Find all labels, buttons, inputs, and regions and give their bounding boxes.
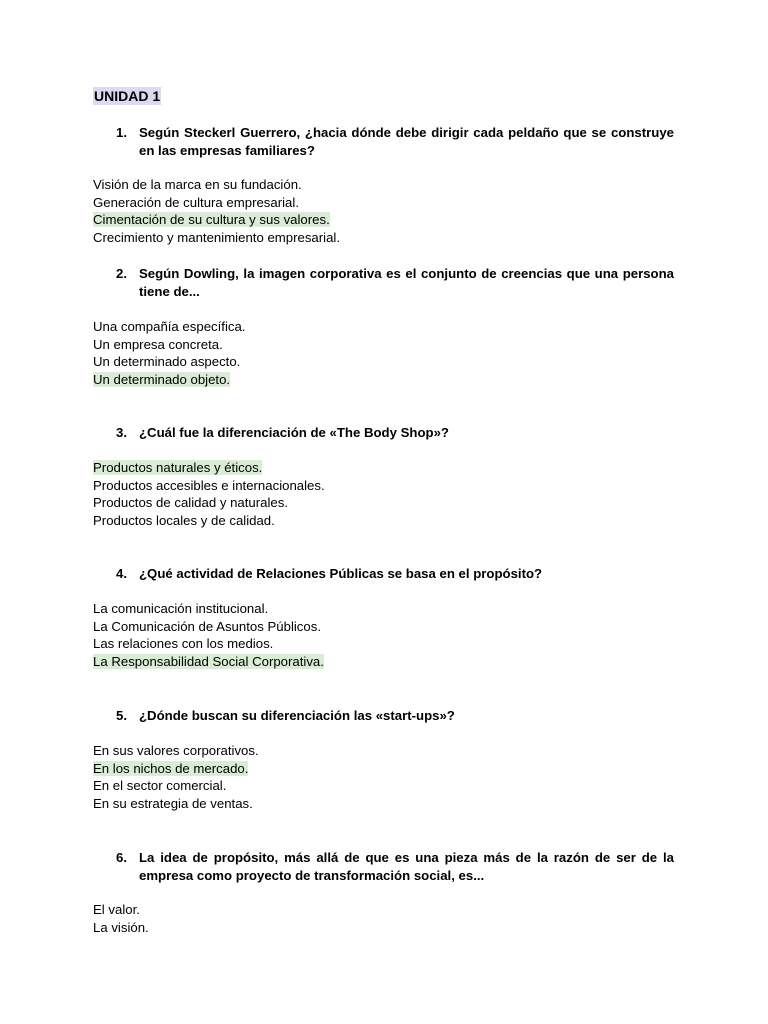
question-text: ¿Cuál fue la diferenciación de «The Body Shop»?	[139, 425, 449, 440]
question-number: 6.	[116, 850, 127, 865]
question-number: 2.	[116, 266, 127, 281]
answer-option: Un determinado aspecto.	[93, 354, 241, 370]
answer-option: En su estrategia de ventas.	[93, 796, 253, 812]
question-text: ¿Qué actividad de Relaciones Públicas se basa en el propósito?	[139, 566, 543, 581]
answer-option-correct: La Responsabilidad Social Corporativa.	[93, 654, 324, 670]
options-4	[93, 600, 324, 671]
answer-option-correct: En los nichos de mercado.	[93, 760, 249, 776]
options-1	[93, 176, 340, 247]
answer-option: Generación de cultura empresarial.	[93, 194, 299, 210]
options-3	[93, 459, 325, 530]
question-number: 1.	[116, 125, 127, 140]
question-text: Según Steckerl Guerrero, ¿hacia dónde debe dirigir cada peldaño que se construye en las empresas familiares?	[139, 125, 674, 158]
answer-option-correct: Cimentación de su cultura y sus valores.	[93, 212, 330, 228]
question-text: La idea de propósito, más allá de que es una pieza más de la razón de ser de la empresa como proyecto de transformación social, es...	[139, 850, 674, 883]
options-2	[93, 318, 245, 389]
answer-option: Visión de la marca en su fundación.	[93, 177, 302, 192]
question-number: 5.	[116, 708, 127, 723]
question-2	[116, 265, 674, 301]
answer-option: Las relaciones con los medios.	[93, 636, 274, 652]
unit-title: UNIDAD 1	[94, 88, 161, 104]
answer-option: En el sector comercial.	[93, 778, 227, 794]
question-4	[116, 565, 674, 583]
answer-option: Productos de calidad y naturales.	[93, 495, 288, 511]
question-3	[116, 424, 674, 442]
answer-option: Crecimiento y mantenimiento empresarial.	[93, 230, 340, 246]
answer-option-correct: Un determinado objeto.	[93, 372, 231, 388]
answer-option: Productos locales y de calidad.	[93, 513, 275, 529]
question-text: Según Dowling, la imagen corporativa es el conjunto de creencias que una persona tiene de...	[139, 266, 674, 299]
answer-option: La visión.	[93, 919, 149, 935]
question-6	[116, 849, 674, 885]
question-number: 3.	[116, 425, 127, 440]
question-1	[116, 124, 674, 160]
answer-option: El valor.	[93, 902, 140, 917]
answer-option: Un empresa concreta.	[93, 336, 223, 352]
question-number: 4.	[116, 566, 127, 581]
question-text: ¿Dónde buscan su diferenciación las «start-ups»?	[139, 708, 455, 723]
answer-option: Una compañía específica.	[93, 319, 246, 334]
answer-option-correct: Productos naturales y éticos.	[93, 460, 263, 475]
question-5	[116, 707, 674, 725]
answer-option: Productos accesibles e internacionales.	[93, 477, 325, 493]
answer-option: La Comunicación de Asuntos Públicos.	[93, 618, 321, 634]
options-5	[93, 742, 259, 813]
options-6	[93, 901, 149, 936]
answer-option: En sus valores corporativos.	[93, 743, 259, 758]
answer-option: La comunicación institucional.	[93, 601, 269, 616]
